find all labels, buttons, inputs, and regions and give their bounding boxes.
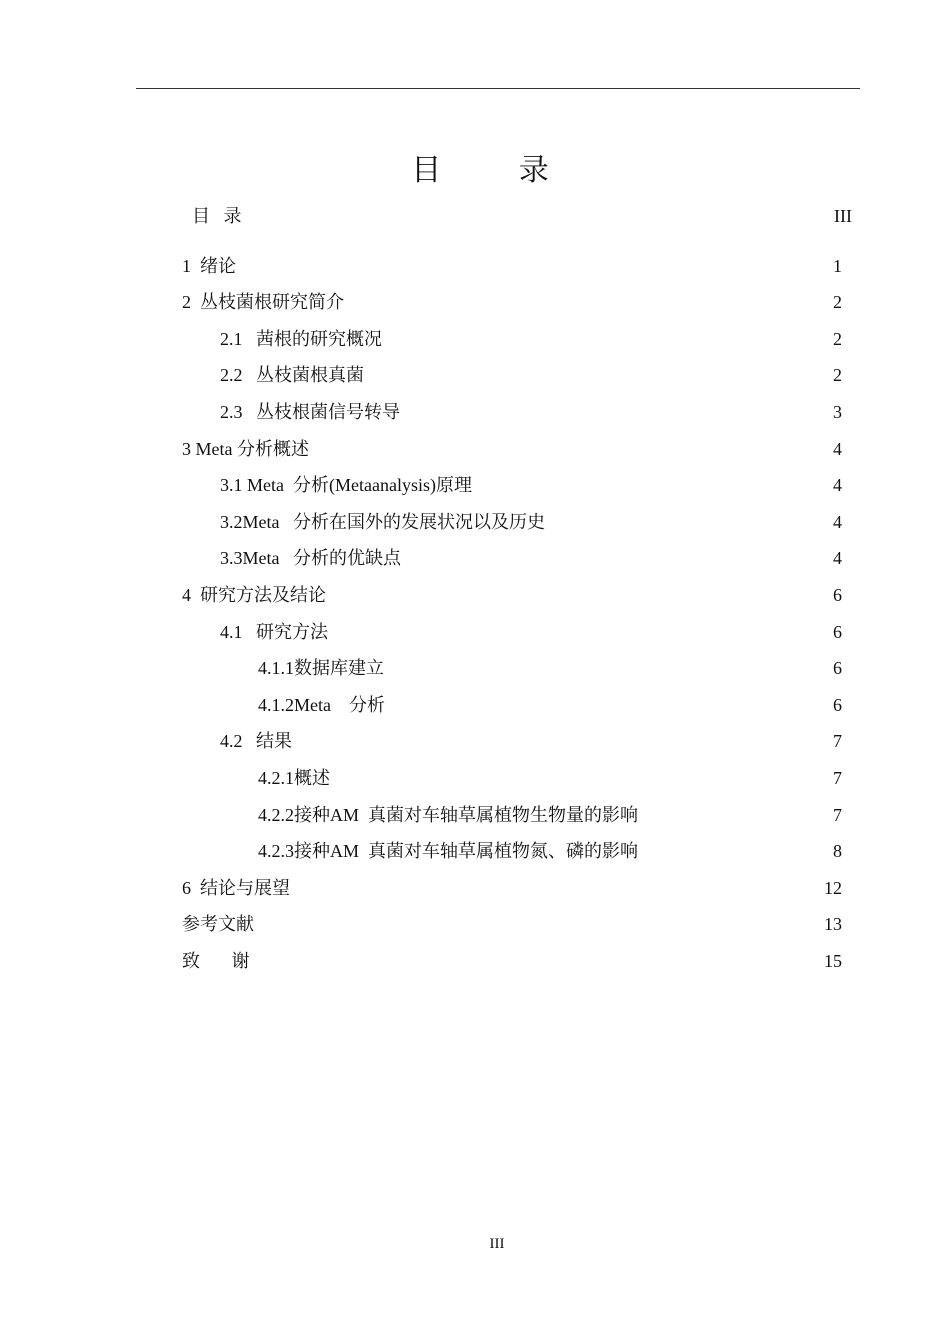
- toc-entry-page: 4: [833, 438, 842, 459]
- toc-entry-page: 4: [833, 475, 842, 496]
- toc-entry-page: 7: [833, 804, 842, 825]
- header-rule: [136, 88, 860, 89]
- toc-entry-page: 2: [833, 292, 842, 313]
- toc-entry-label: 致 谢: [182, 950, 250, 971]
- toc-entry[interactable]: [182, 284, 854, 321]
- toc-entry[interactable]: [182, 614, 854, 651]
- toc-entry[interactable]: [182, 248, 854, 285]
- toc-entry[interactable]: [182, 943, 854, 980]
- toc-entry-page: 3: [833, 401, 842, 422]
- toc-entry-page: 6: [833, 584, 842, 605]
- toc-entry-page: 1: [833, 255, 842, 276]
- toc-entry-page: 7: [833, 731, 842, 752]
- toc-entry-label: 2.2 丛枝菌根真菌: [220, 365, 364, 386]
- toc-entry-label: 6 结论与展望: [182, 877, 290, 898]
- toc-entry-label: 4.2.2接种AM 真菌对车轴草属植物生物量的影响: [258, 804, 639, 825]
- toc-entry-page: III: [834, 206, 852, 226]
- toc-entry-label: 4.2 结果: [220, 731, 292, 752]
- toc-entry-page: 6: [833, 658, 842, 679]
- toc-entry-label: 3 Meta 分析概述: [182, 438, 309, 459]
- toc-entry[interactable]: [182, 504, 854, 541]
- toc-entry[interactable]: [182, 577, 854, 614]
- toc-entry[interactable]: [182, 906, 854, 943]
- toc-entry[interactable]: [182, 357, 854, 394]
- page-title: 目 录: [411, 153, 583, 188]
- toc-entry-page: 6: [833, 621, 842, 642]
- toc-entry-label: 3.2Meta 分析在国外的发展状况以及历史: [220, 511, 545, 532]
- toc-entry-page: 12: [824, 877, 842, 898]
- footer-page-number: III: [489, 1236, 505, 1252]
- toc-entry-page: 4: [833, 511, 842, 532]
- toc-entry-page: 2: [833, 365, 842, 386]
- toc-entry[interactable]: [182, 467, 854, 504]
- toc-entry-label: 2.1 茜根的研究概况: [220, 328, 382, 349]
- toc-entry[interactable]: [182, 394, 854, 431]
- toc-entry[interactable]: [182, 797, 854, 834]
- toc-entry-page: 13: [824, 914, 842, 935]
- toc-entry-page: 2: [833, 328, 842, 349]
- toc-entry[interactable]: [182, 431, 854, 468]
- toc-entry[interactable]: [182, 760, 854, 797]
- toc-entry-label: 4.1.1数据库建立: [258, 658, 384, 679]
- toc-entry-page: 4: [833, 548, 842, 569]
- toc-entry[interactable]: [182, 833, 854, 870]
- toc-entry-label: 3.3Meta 分析的优缺点: [220, 548, 401, 569]
- toc-entry[interactable]: [182, 687, 854, 724]
- toc-entry-page: 8: [833, 841, 842, 862]
- toc-entry-label: 2.3 丛枝根菌信号转导: [220, 401, 400, 422]
- toc-entry-label: 4.2.3接种AM 真菌对车轴草属植物氮、磷的影响: [258, 841, 639, 862]
- toc-entry-label: 3.1 Meta 分析(Metaanalysis)原理: [220, 475, 472, 496]
- toc-entry[interactable]: [182, 723, 854, 760]
- toc-entry[interactable]: [182, 540, 854, 577]
- toc-entry-label: 目 录: [192, 206, 242, 226]
- toc-entry-page: 6: [833, 694, 842, 715]
- toc-entry-label: 1 绪论: [182, 255, 236, 276]
- toc-entry-label: 2 丛枝菌根研究简介: [182, 292, 344, 313]
- toc-entry[interactable]: [182, 650, 854, 687]
- toc-entry[interactable]: [182, 198, 854, 235]
- toc-entry[interactable]: [182, 870, 854, 907]
- table-of-contents: [182, 198, 854, 979]
- toc-entry-label: 4 研究方法及结论: [182, 584, 326, 605]
- toc-entry-page: 15: [824, 950, 842, 971]
- toc-entry-label: 4.2.1概述: [258, 767, 330, 788]
- toc-entry-page: 7: [833, 767, 842, 788]
- toc-entry-label: 4.1.2Meta 分析: [258, 694, 385, 715]
- toc-entry[interactable]: [182, 321, 854, 358]
- toc-entry-label: 4.1 研究方法: [220, 621, 328, 642]
- toc-entry-label: 参考文献: [182, 914, 254, 935]
